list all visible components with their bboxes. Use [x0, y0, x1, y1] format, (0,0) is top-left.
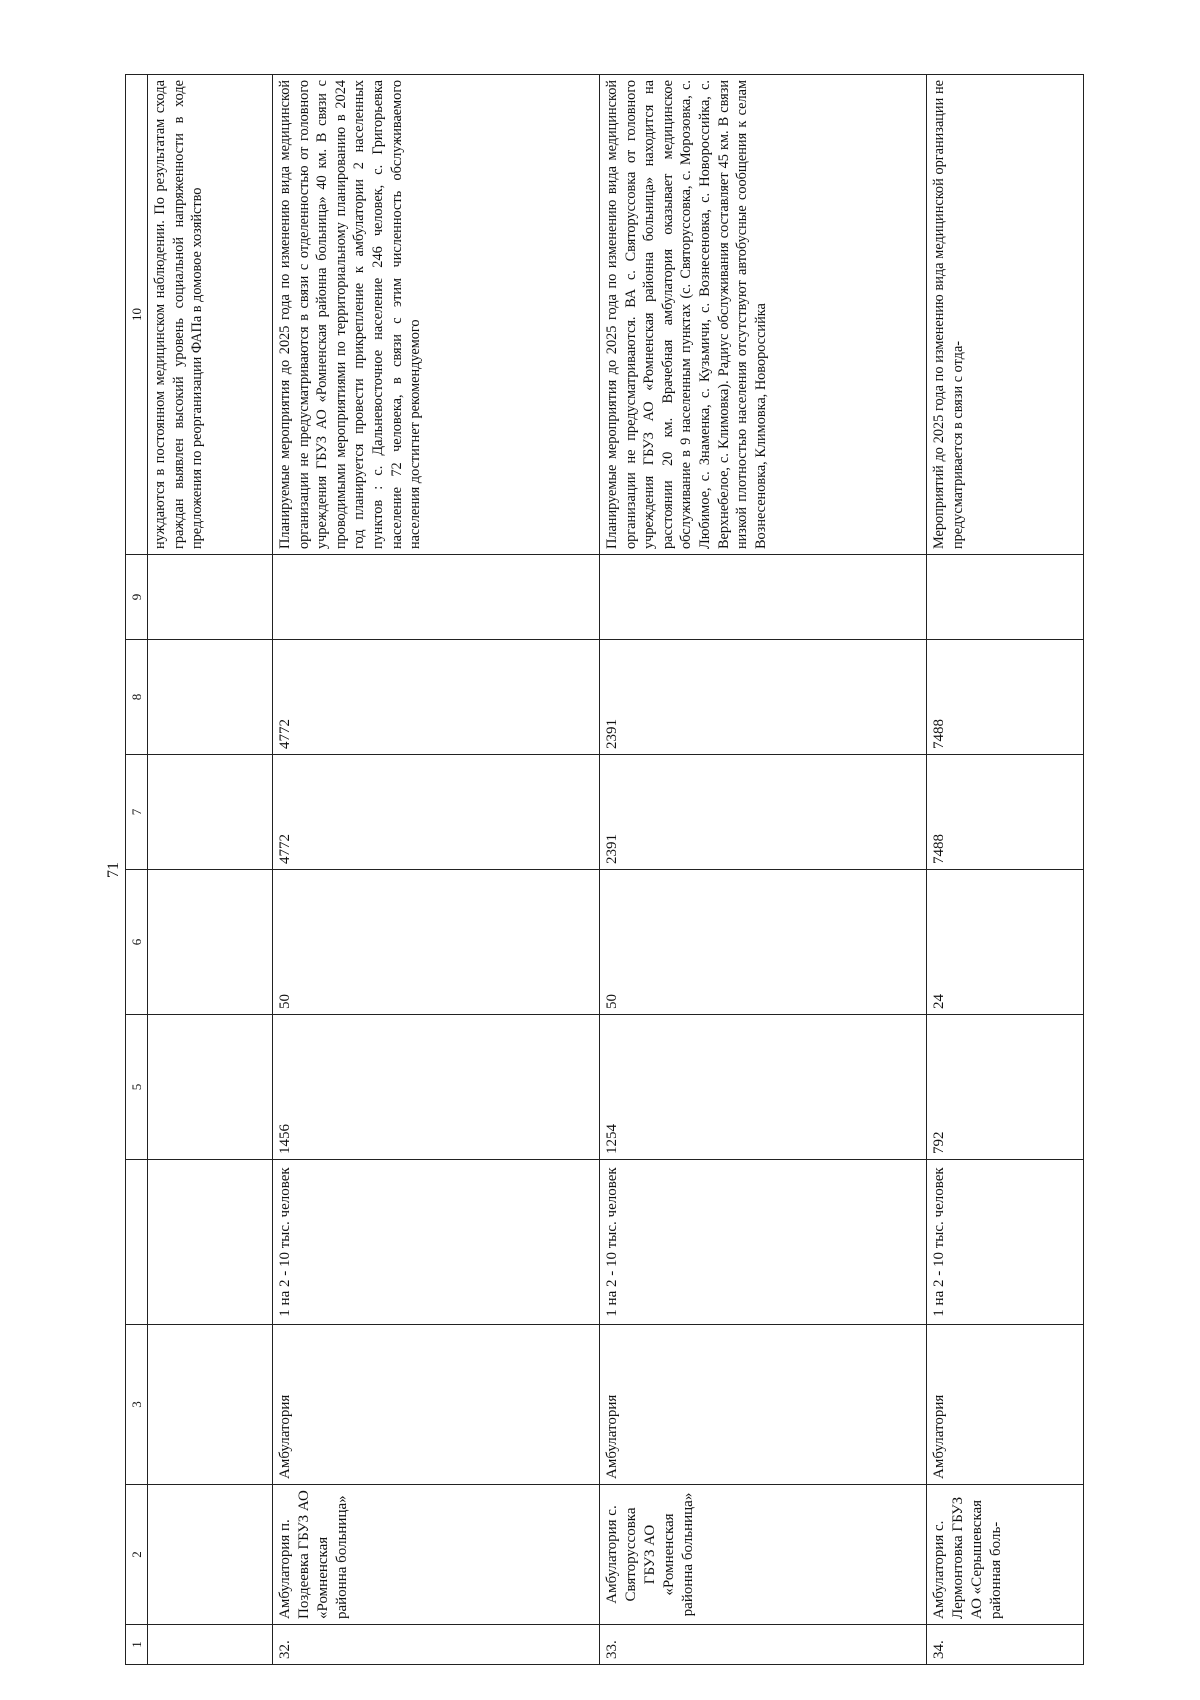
- cell-facility-name: Амбулатория с. Лермонтовка ГБУЗ АО «Серышевская районная боль-: [927, 1485, 1084, 1625]
- cell: [148, 1325, 273, 1485]
- cell: [148, 555, 273, 640]
- cell-facility-name: Амбулатория п. Поздеевка ГБУЗ АО «Ромненская районна больница»: [273, 1485, 600, 1625]
- cell-number: 32.: [273, 1625, 600, 1665]
- cell-col8: 2391: [600, 640, 927, 755]
- header-row: [126, 75, 148, 1665]
- cell-col8: 7488: [927, 640, 1084, 755]
- cell-facility-type: Амбулатория: [927, 1325, 1084, 1485]
- cell: [148, 1160, 273, 1325]
- header-col-3: 3: [126, 1325, 148, 1485]
- cell-col9: [600, 555, 927, 640]
- cell-col9: [927, 555, 1084, 640]
- table-row: [273, 75, 600, 1665]
- cell: [148, 1625, 273, 1665]
- cell-col5: 792: [927, 1015, 1084, 1160]
- header-col-8: 8: [126, 640, 148, 755]
- cell-col7: 4772: [273, 755, 600, 870]
- cell-col6: 50: [600, 870, 927, 1015]
- cell-facility-name: Амбулатория с. Святоруссовка ГБУЗ АО «Ромненская районна больница»: [600, 1485, 927, 1625]
- cell-remarks: нуждаются в постоянном медицинском наблюдении. По результатам схода граждан выявлен высокий уровень социальной напряженности в ходе предложения по реорганизации ФАПа в домовое хозяйство: [148, 75, 273, 555]
- cell-facility-type: Амбулатория: [273, 1325, 600, 1485]
- cell-norm: 1 на 2 - 10 тыс. человек: [273, 1160, 600, 1325]
- cell-remarks: Планируемые мероприятия до 2025 года по изменению вида медицинской организации не предусматриваются. ВА с. Святоруссовка от головного учреждения ГБУЗ АО «Ромненская районна больница» находится на расстоянии 20 км. Врачебная амбулатория оказывает медицинское обслуживание в 9 населенным пунктах (с. Святоруссовка, с. Морозовка, с. Любимое, с. Знаменка, с. Кузьмичи, с. Вознесеновка, с. Новороссийка, с. Верхнебелое, с. Климовка). Радиус обслуживания составляет 45 км. В связи низкой плотностью населения отсутствуют автобусные сообщения к селам Вознесеновка, Климовка, Новороссийка: [600, 75, 927, 555]
- cell-col8: 4772: [273, 640, 600, 755]
- cell-col7: 2391: [600, 755, 927, 870]
- header-col-4: [126, 1160, 148, 1325]
- cell-col9: [273, 555, 600, 640]
- cell: [148, 640, 273, 755]
- cell-facility-type: Амбулатория: [600, 1325, 927, 1485]
- cell-col6: 24: [927, 870, 1084, 1015]
- cell-remarks: Планируемые мероприятия до 2025 года по изменению вида медицинской организации не предусматриваются в связи с отделенностью от головного учреждения ГБУЗ АО «Ромненская районна больница» 40 км. В связи с проводимыми мероприятиями по территориальному планированию в 2024 год планируется провести прикрепление к амбулатории 2 населенных пунктов : с. Дальневосточное население 246 человек, с. Григорьевка население 72 человека, в связи с этим численность обслуживаемого населения достигнет рекомендуемого: [273, 75, 600, 555]
- header-col-7: 7: [126, 755, 148, 870]
- header-col-2: 2: [126, 1485, 148, 1625]
- cell: [148, 1015, 273, 1160]
- cell-col6: 50: [273, 870, 600, 1015]
- cell-number: 34.: [927, 1625, 1084, 1665]
- cell-col5: 1456: [273, 1015, 600, 1160]
- header-col-9: 9: [126, 555, 148, 640]
- header-col-10: 10: [126, 75, 148, 555]
- cell: [148, 755, 273, 870]
- cell-norm: 1 на 2 - 10 тыс. человек: [600, 1160, 927, 1325]
- rotated-page: [105, 75, 1080, 1665]
- cell-col7: 7488: [927, 755, 1084, 870]
- cell-col5: 1254: [600, 1015, 927, 1160]
- cell-remarks: Мероприятий до 2025 года по изменению вида медицинской организации не предусматривается в связи с отда-: [927, 75, 1084, 555]
- cell: [148, 870, 273, 1015]
- cell-number: 33.: [600, 1625, 927, 1665]
- cell: [148, 1485, 273, 1625]
- cell-norm: 1 на 2 - 10 тыс. человек: [927, 1160, 1084, 1325]
- facilities-table: [125, 74, 1084, 1665]
- header-col-6: 6: [126, 870, 148, 1015]
- table-row-continuation: [148, 75, 273, 1665]
- page-number: 71: [105, 862, 122, 878]
- header-col-1: 1: [126, 1625, 148, 1665]
- header-col-5: 5: [126, 1015, 148, 1160]
- table-row: [927, 75, 1084, 1665]
- table-row: [600, 75, 927, 1665]
